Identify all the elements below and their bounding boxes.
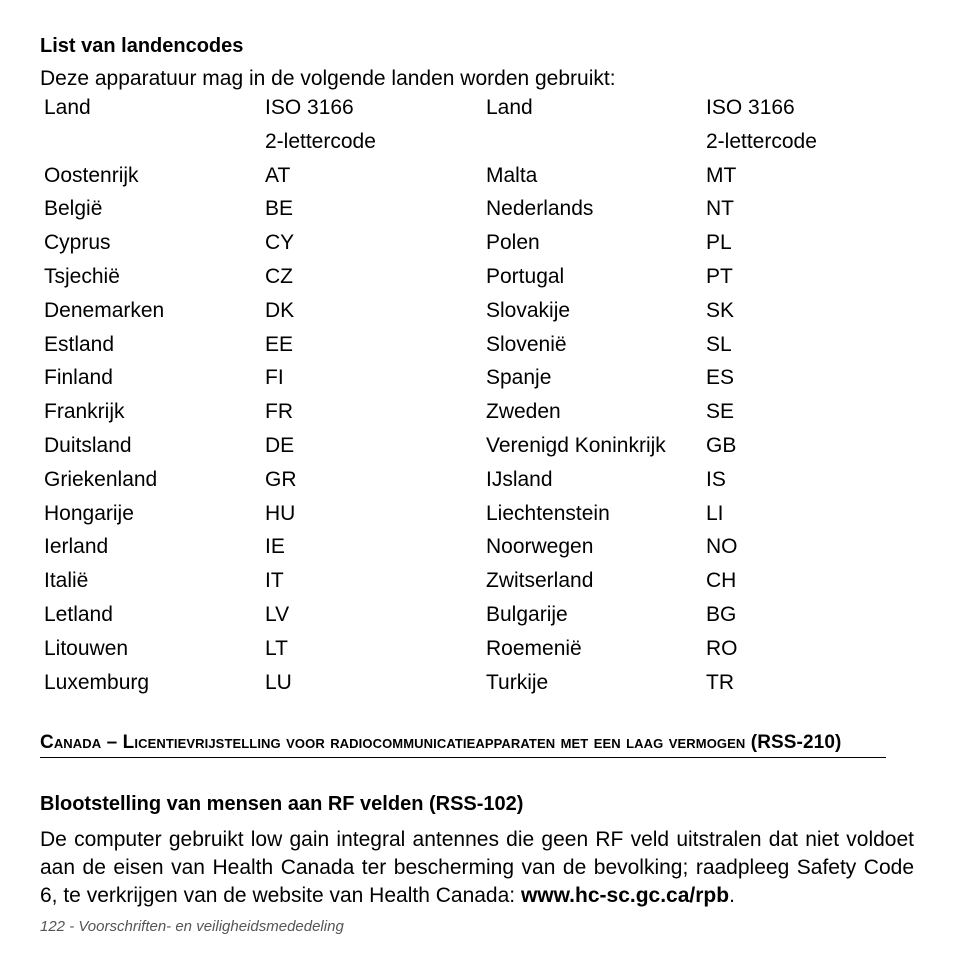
country-name-cell: Cyprus	[44, 231, 111, 255]
country-code-cell: GR	[265, 467, 297, 491]
country-name-cell: België	[44, 197, 103, 221]
country-name-cell: Liechtenstein	[486, 501, 610, 525]
country-code-cell: DK	[265, 298, 295, 322]
country-name-cell: Finland	[44, 366, 113, 390]
website-link[interactable]: www.hc-sc.gc.ca/rpb	[520, 884, 730, 907]
country-name-cell: Frankrijk	[44, 400, 125, 424]
country-code-cell: FI	[265, 366, 284, 390]
country-name-cell: Letland	[44, 602, 113, 626]
country-name-cell: Tsjechië	[44, 264, 120, 288]
country-name-cell: Hongarije	[44, 501, 134, 525]
country-name-cell: Malta	[486, 163, 538, 187]
table-header-cell: Land	[44, 96, 91, 119]
country-name-cell: Spanje	[486, 366, 552, 390]
country-name-cell: Verenigd Koninkrijk	[486, 433, 666, 457]
country-name-cell: Zwitserland	[486, 569, 594, 593]
country-code-cell: AT	[265, 163, 291, 187]
country-code-cell: IS	[706, 467, 726, 491]
country-code-cell: PL	[706, 231, 732, 255]
subheading: Blootstelling van mensen aan RF velden (RSS-102)	[40, 793, 524, 815]
country-name-cell: Slovenië	[486, 332, 567, 356]
country-code-cell: IT	[265, 569, 284, 593]
country-code-cell: SE	[706, 400, 735, 424]
table-header-cell: ISO 3166	[265, 96, 354, 119]
country-code-cell: ES	[706, 366, 735, 390]
country-name-cell: Oostenrijk	[44, 163, 139, 187]
country-name-cell: Noorwegen	[486, 535, 594, 559]
country-name-cell: Zweden	[486, 400, 561, 424]
country-code-cell: LU	[265, 670, 292, 694]
country-code-cell: PT	[706, 264, 733, 288]
country-code-cell: LT	[265, 636, 288, 660]
table-header-cell: ISO 3166	[706, 96, 795, 119]
country-code-cell: DE	[265, 433, 295, 457]
table-header-cell: 2-lettercode	[265, 129, 376, 153]
country-name-cell: Nederlands	[486, 197, 594, 221]
country-code-cell: TR	[706, 670, 734, 694]
section-title: Canada – Licentievrijstelling voor radiocommunicatieapparaten met een laag vermogen (RSS-210)	[40, 729, 886, 758]
country-name-cell: Portugal	[486, 264, 565, 288]
country-name-cell: Griekenland	[44, 467, 158, 491]
paragraph-end: .	[729, 884, 735, 907]
country-code-cell: CH	[706, 569, 737, 593]
country-name-cell: IJsland	[486, 467, 553, 491]
country-name-cell: Ierland	[44, 535, 109, 559]
country-code-cell: SK	[706, 298, 735, 322]
country-code-cell: EE	[265, 332, 294, 356]
country-code-cell: CZ	[265, 264, 293, 288]
country-code-cell: BE	[265, 197, 294, 221]
country-code-cell: GB	[706, 433, 737, 457]
country-code-cell: MT	[706, 163, 737, 187]
country-code-cell: SL	[706, 332, 732, 356]
country-code-cell: LI	[706, 501, 724, 525]
country-name-cell: Turkije	[486, 670, 549, 694]
country-name-cell: Polen	[486, 231, 540, 255]
country-name-cell: Roemenië	[486, 636, 582, 660]
body-paragraph	[40, 826, 914, 910]
country-name-cell: Bulgarije	[486, 602, 568, 626]
country-code-cell: CY	[265, 231, 295, 255]
country-code-cell: BG	[706, 602, 737, 626]
country-code-cell: FR	[265, 400, 293, 424]
country-code-cell: HU	[265, 501, 296, 525]
country-code-cell: LV	[265, 602, 290, 626]
country-name-cell: Litouwen	[44, 636, 129, 660]
country-name-cell: Estland	[44, 332, 115, 356]
country-code-cell: IE	[265, 535, 285, 559]
page-heading: List van landencodes	[40, 35, 244, 57]
page-footer: 122 - Voorschriften- en veiligheidsmededeling	[40, 918, 344, 935]
country-name-cell: Luxemburg	[44, 670, 150, 694]
country-name-cell: Duitsland	[44, 433, 132, 457]
country-code-cell: NT	[706, 197, 734, 221]
country-name-cell: Denemarken	[44, 298, 165, 322]
country-name-cell: Slovakije	[486, 298, 571, 322]
table-header-cell: 2-lettercode	[706, 129, 817, 153]
intro-text: Deze apparatuur mag in de volgende landen worden gebruikt:	[40, 67, 616, 90]
table-header-cell: Land	[486, 96, 533, 119]
country-code-cell: RO	[706, 636, 738, 660]
country-name-cell: Italië	[44, 569, 89, 593]
country-code-cell: NO	[706, 535, 738, 559]
paragraph-text: De computer gebruikt low gain integral antennes die geen RF veld uitstralen dat niet voldoet aan de eisen van Health Canada ter bescherming van de bevolking; raadpleeg Safety Code 6, te verkrijgen van de website van Health Canada:	[40, 828, 914, 907]
